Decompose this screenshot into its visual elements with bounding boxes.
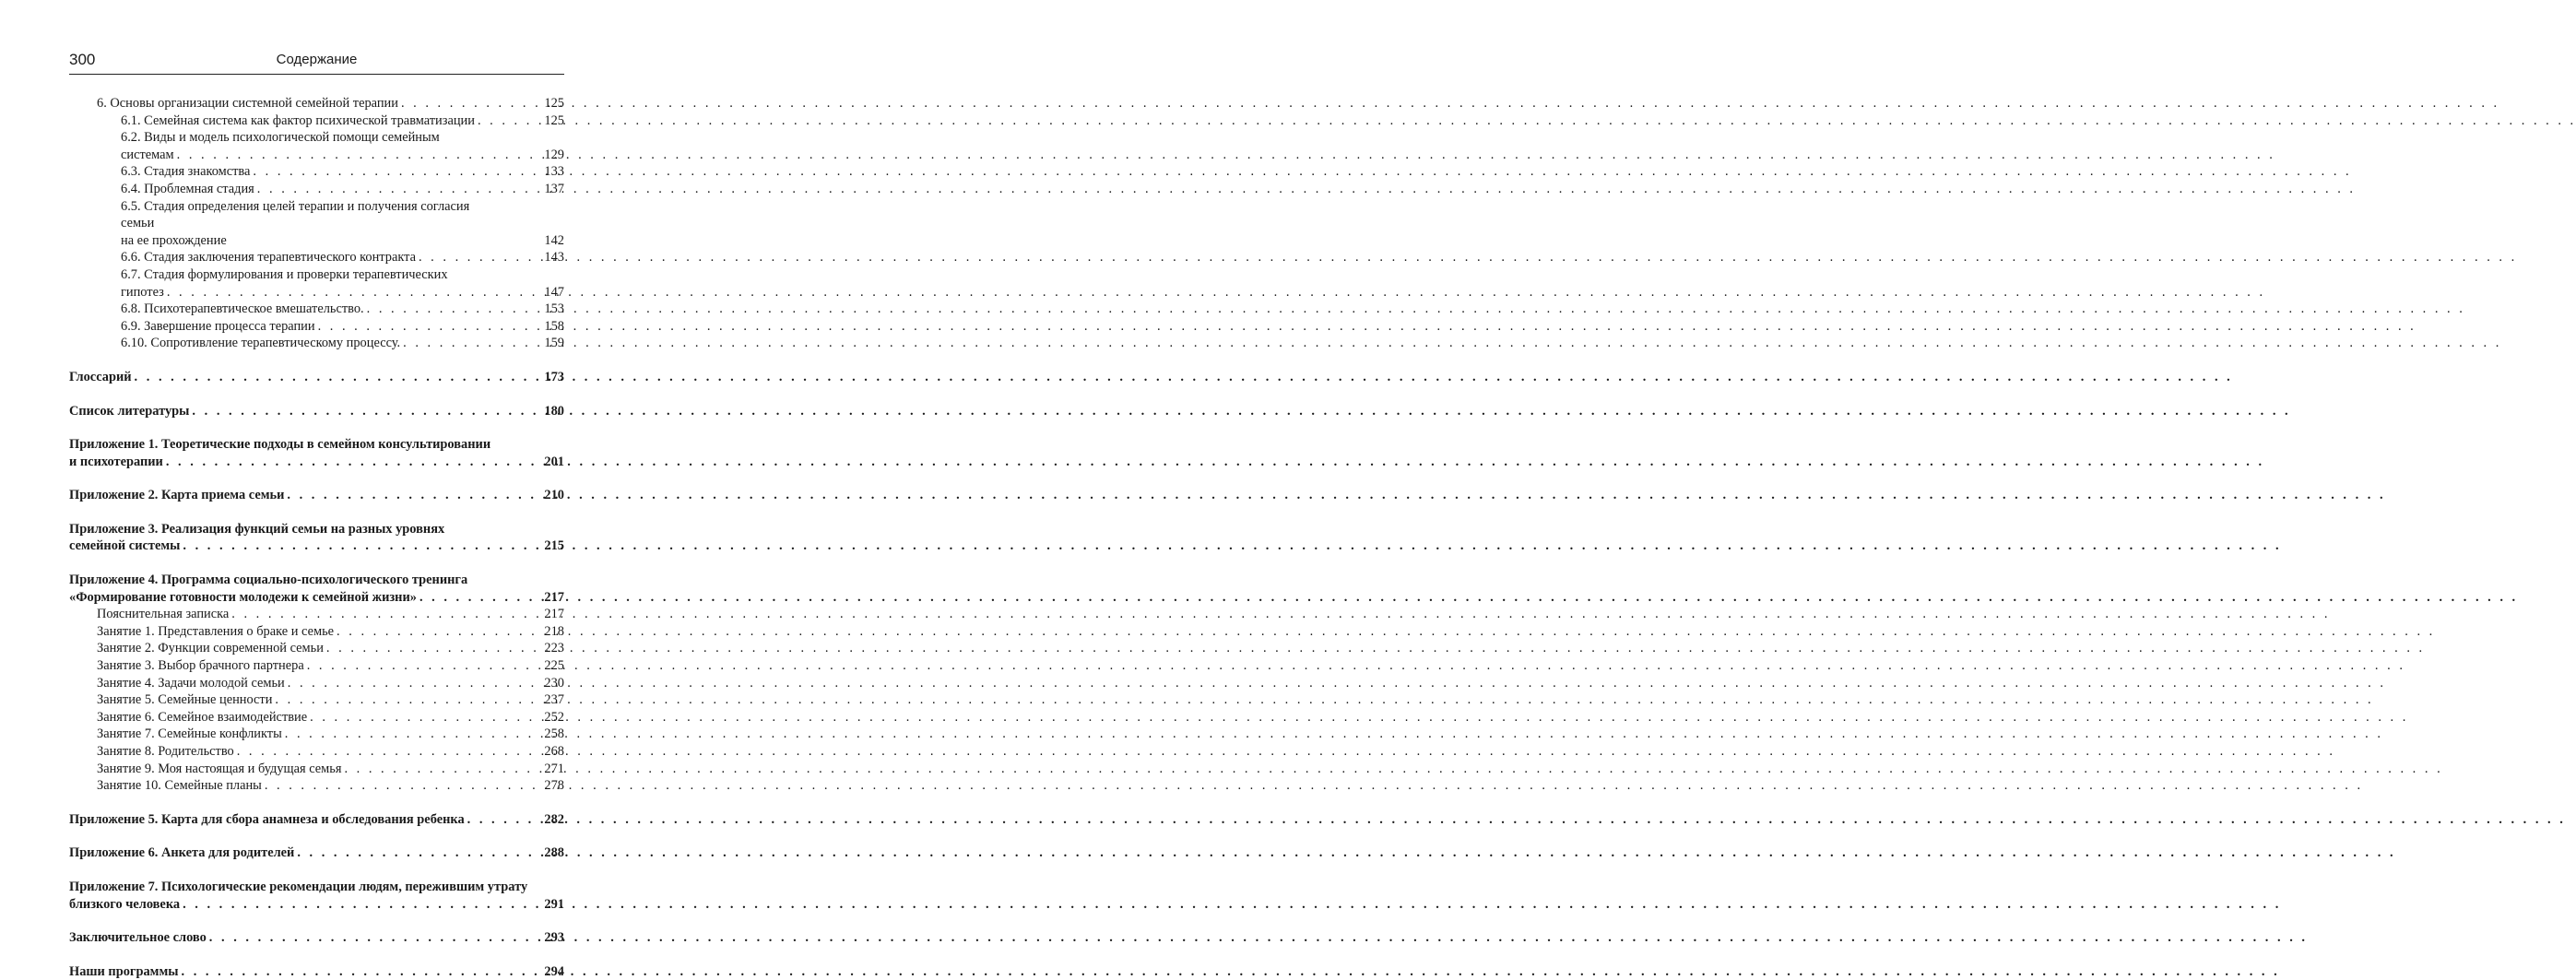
toc-entry-text: Список литературы (69, 403, 190, 419)
leader-dots (294, 844, 537, 862)
toc-entry-page: 268 (544, 744, 564, 759)
toc-entry-6-9[interactable] (69, 318, 564, 336)
toc-entry-programs[interactable] (69, 963, 564, 980)
toc-entry-page: 223 (544, 641, 564, 656)
toc-entry-text: Пояснительная записка (97, 607, 230, 622)
toc-entry-appendix-4-item[interactable] (69, 623, 564, 641)
toc-entry-6-10[interactable] (69, 335, 564, 352)
toc-entry-6-7-line2[interactable] (69, 284, 564, 301)
leader-dots (341, 761, 537, 778)
toc-entry-text: близкого человека (69, 896, 181, 912)
leader-dots (284, 487, 537, 504)
toc-entry-text: 6.1. Семейная система как фактор психической травматизации (121, 112, 475, 128)
toc-entry-6-3[interactable] (69, 163, 564, 181)
toc-entry-text: 6.2. Виды и модель психологической помощи семейным (121, 130, 440, 146)
toc-entry-text: 6.8. Психотерапевтическое вмешательство. (121, 301, 364, 317)
toc-entry-text: Заключительное слово (69, 930, 207, 946)
toc-entry-page: 137 (544, 181, 564, 196)
toc-entry-text: Занятие 5. Семейные ценности (97, 692, 273, 708)
leader-dots (465, 811, 537, 829)
table-of-contents (69, 95, 564, 980)
toc-entry-page: 218 (544, 623, 564, 639)
page-number: 300 (69, 51, 96, 68)
toc-entry-6-8[interactable] (69, 301, 564, 318)
toc-entry-6-4[interactable] (69, 181, 564, 198)
toc-entry-page: 147 (544, 284, 564, 300)
leader-dots (304, 657, 537, 675)
toc-entry-page: 142 (544, 232, 564, 248)
toc-entry-page: 210 (544, 488, 564, 503)
toc-entry-text: Глоссарий (69, 369, 132, 384)
leader-dots (229, 606, 537, 623)
toc-entry-text: Занятие 10. Семейные планы (97, 778, 262, 794)
running-title: Содержание (276, 52, 358, 67)
toc-entry-page: 125 (544, 96, 564, 111)
leader-dots (179, 963, 538, 980)
leader-dots (364, 301, 537, 318)
toc-entry-text: Приложение 4. Программа социально-психологического тренинга (69, 573, 468, 588)
toc-entry-appendix-1-line1[interactable] (69, 436, 564, 454)
toc-entry-text: 6. Основы организации системной семейной терапии (97, 96, 398, 111)
leader-dots (282, 726, 537, 743)
toc-entry-appendix-4-item[interactable] (69, 675, 564, 692)
toc-entry-appendix-4-item[interactable] (69, 691, 564, 709)
toc-entry-page: 158 (544, 318, 564, 334)
toc-entry-text: 6.10. Сопротивление терапевтическому процессу. (121, 336, 401, 351)
toc-entry-page: 201 (544, 454, 564, 469)
toc-entry-text: Приложение 2. Карта приема семьи (69, 488, 285, 503)
toc-entry-chapter-6[interactable] (69, 95, 564, 112)
toc-entry-closing[interactable] (69, 929, 564, 947)
toc-entry-6-2-line1[interactable] (69, 129, 564, 147)
leader-dots (174, 147, 537, 164)
toc-entry-appendix-4-item[interactable] (69, 709, 564, 726)
toc-entry-page: 288 (544, 845, 564, 861)
leader-dots (398, 95, 537, 112)
toc-entry-page: 271 (544, 761, 564, 776)
toc-entry-page: 173 (544, 369, 564, 384)
toc-entry-text: 6.9. Завершение процесса терапии (121, 318, 315, 334)
leader-dots (400, 335, 537, 352)
leader-dots (416, 249, 537, 266)
toc-entry-text: 6.4. Проблемная стадия (121, 181, 254, 196)
toc-entry-6-6[interactable] (69, 249, 564, 266)
leader-dots (254, 181, 537, 198)
toc-entry-appendix-4-item[interactable] (69, 777, 564, 795)
leader-dots (180, 896, 537, 914)
toc-entry-text: Занятие 1. Представления о браке и семье (97, 623, 335, 639)
toc-entry-page: 159 (544, 336, 564, 351)
toc-entry-page: 217 (544, 607, 564, 622)
leader-dots (324, 640, 537, 657)
toc-entry-appendix-4-item[interactable] (69, 640, 564, 657)
leader-dots (285, 675, 537, 692)
toc-entry-appendix-4-item[interactable] (69, 726, 564, 743)
leader-dots (189, 403, 537, 420)
toc-entry-page: 215 (544, 538, 564, 554)
toc-entry-page: 143 (544, 250, 564, 266)
leader-dots (334, 623, 537, 641)
toc-entry-text: гипотез (121, 284, 164, 300)
toc-entry-glossary[interactable] (69, 369, 564, 386)
toc-entry-appendix-7-line2[interactable] (69, 896, 564, 914)
leader-dots (250, 163, 537, 181)
toc-entry-text: Наши программы (69, 963, 179, 979)
toc-entry-appendix-4-line1[interactable] (69, 572, 564, 589)
leader-dots (180, 537, 537, 555)
toc-entry-text: Занятие 7. Семейные конфликты (97, 726, 282, 742)
leader-dots (163, 454, 537, 471)
leader-dots (164, 284, 537, 301)
toc-entry-text: семьи (121, 216, 155, 231)
page-header (69, 46, 564, 75)
toc-entry-text: Занятие 2. Функции современной семьи (97, 641, 324, 656)
toc-entry-text: Занятие 6. Семейное взаимодействие (97, 709, 308, 725)
leader-dots (307, 709, 537, 726)
toc-entry-text: Занятие 8. Родительство (97, 744, 234, 759)
toc-entry-text: семейной системы (69, 538, 181, 554)
toc-entry-text: системам (121, 147, 174, 162)
toc-entry-appendix-6[interactable] (69, 844, 564, 862)
leader-dots (272, 691, 537, 709)
toc-entry-6-5-line1[interactable] (69, 198, 564, 216)
toc-entry-page: 252 (544, 709, 564, 725)
toc-entry-text: Приложение 7. Психологические рекомендации людям, пережившим утрату (69, 879, 528, 894)
toc-entry-page: 129 (544, 147, 564, 162)
toc-entry-page: 153 (544, 301, 564, 317)
toc-entry-text: Занятие 3. Выбор брачного партнера (97, 658, 304, 674)
leader-dots (475, 112, 537, 130)
toc-entry-text: Приложение 3. Реализация функций семьи на разных уровнях (69, 521, 445, 537)
toc-entry-page: 225 (544, 658, 564, 674)
toc-entry-appendix-3-line1[interactable] (69, 521, 564, 538)
toc-entry-page: 230 (544, 675, 564, 691)
toc-entry-appendix-3-line2[interactable] (69, 537, 564, 555)
toc-entry-6-5-line2[interactable] (69, 215, 564, 232)
toc-entry-text: 6.7. Стадия формулирования и проверки терапевтических (121, 266, 448, 282)
toc-entry-text: 6.6. Стадия заключения терапевтического контракта (121, 250, 416, 266)
toc-entry-appendix-5[interactable] (69, 811, 564, 829)
toc-entry-page: 291 (544, 896, 564, 912)
leader-dots (262, 777, 537, 795)
toc-entry-text: Занятие 9. Моя настоящая и будущая семья (97, 761, 342, 776)
toc-entry-appendix-7-line1[interactable] (69, 879, 564, 896)
toc-entry-page: 258 (544, 726, 564, 742)
toc-entry-6-1[interactable] (69, 112, 564, 130)
toc-entry-text: Приложение 1. Теоретические подходы в семейном консультировании (69, 437, 491, 453)
toc-entry-appendix-2[interactable] (69, 487, 564, 504)
toc-entry-appendix-4-line2[interactable] (69, 589, 564, 607)
toc-entry-page: 293 (544, 930, 564, 946)
toc-entry-6-7-line1[interactable] (69, 266, 564, 284)
toc-entry-text: Приложение 6. Анкета для родителей (69, 845, 295, 861)
toc-entry-appendix-1-line2[interactable] (69, 454, 564, 471)
toc-entry-appendix-4-item[interactable] (69, 606, 564, 623)
leader-dots (207, 929, 537, 947)
leader-dots (315, 318, 537, 336)
toc-entry-page: 180 (544, 403, 564, 419)
toc-entry-page: 237 (544, 692, 564, 708)
toc-entry-page: 125 (544, 112, 564, 128)
toc-entry-page: 278 (544, 778, 564, 794)
leader-dots (234, 743, 537, 761)
leader-dots (417, 589, 537, 607)
toc-entry-page: 217 (544, 589, 564, 605)
toc-entry-text: Занятие 4. Задачи молодой семьи (97, 675, 285, 691)
toc-entry-page: 294 (544, 963, 564, 979)
leader-dots (132, 369, 537, 386)
toc-entry-text: на ее прохождение (121, 232, 227, 248)
toc-entry-text: и психотерапии (69, 454, 163, 469)
toc-entry-appendix-4-item[interactable] (69, 743, 564, 761)
toc-entry-text: 6.5. Стадия определения целей терапии и получения согласия (121, 198, 470, 214)
toc-entry-page: 282 (544, 811, 564, 827)
toc-entry-text: «Формирование готовности молодежи к семейной жизни» (69, 589, 417, 605)
toc-entry-6-5-line3[interactable] (69, 232, 564, 250)
toc-entry-page: 133 (544, 164, 564, 180)
toc-entry-6-2-line2[interactable] (69, 147, 564, 164)
toc-entry-text: 6.3. Стадия знакомства (121, 164, 251, 180)
toc-entry-appendix-4-item[interactable] (69, 761, 564, 778)
toc-entry-references[interactable] (69, 403, 564, 420)
toc-entry-text: Приложение 5. Карта для сбора анамнеза и обследования ребенка (69, 811, 465, 827)
toc-entry-appendix-4-item[interactable] (69, 657, 564, 675)
